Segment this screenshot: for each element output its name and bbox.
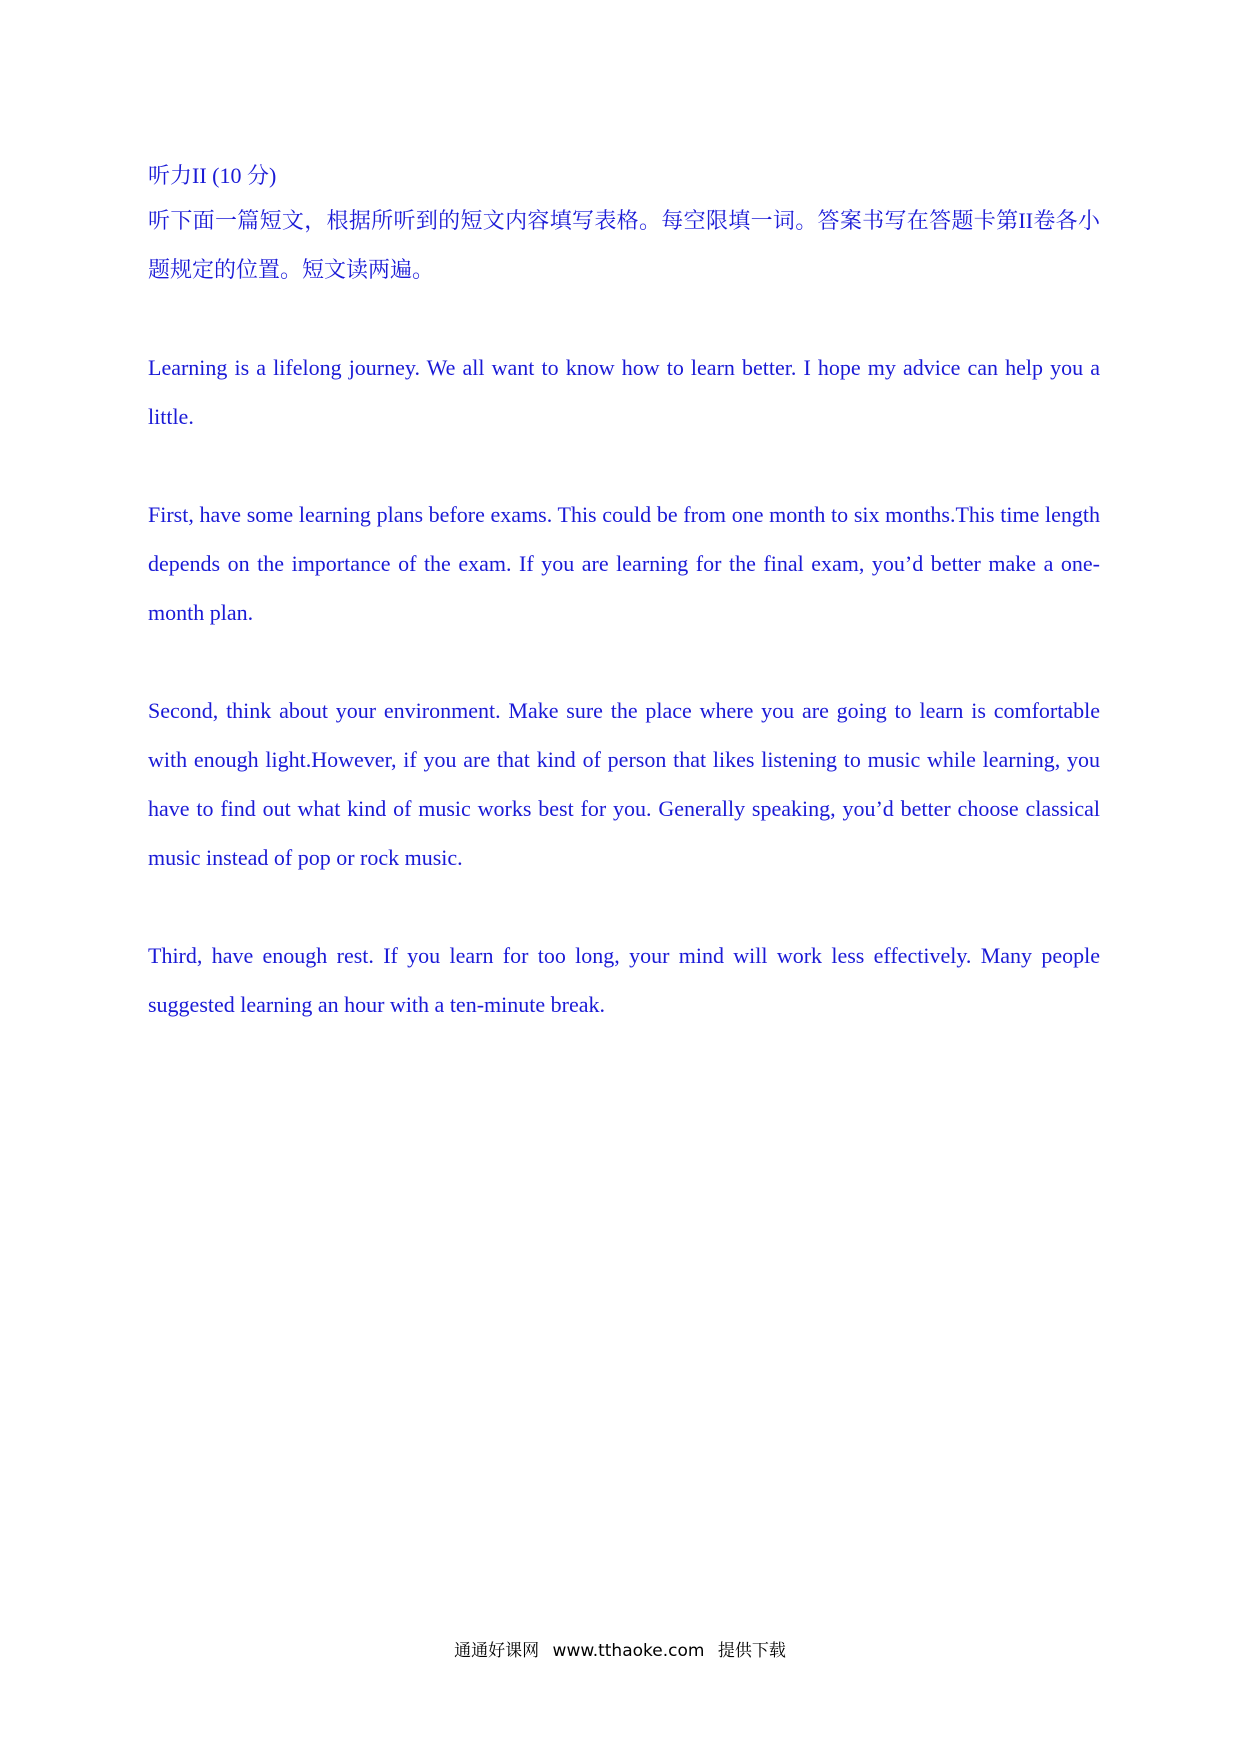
passage-paragraph-3: Second, think about your environment. Make sure the place where you are going to learn is comfortable with enough light.However, if you are that kind of person that likes listening to music while learning, you have to find out what kind of music works best for you. Generally speaking, you’d better choose classical music instead of pop or rock music. — [148, 698, 1100, 870]
footer-url: www.tthaoke.com — [552, 1641, 705, 1661]
passage-paragraph-4: Third, have enough rest. If you learn for too long, your mind will work less effectively. Many people suggested learning an hour with a ten-minute break. — [148, 943, 1100, 1017]
page-footer — [0, 1636, 1240, 1661]
passage-paragraph-2: First, have some learning plans before exams. This could be from one month to six months.This time length depends on the importance of the exam. If you are learning for the final exam, you’d better make a one-month plan. — [148, 502, 1100, 625]
footer-suffix: 提供下载 — [717, 1641, 786, 1661]
section-title: 听力II (10 分) — [148, 163, 277, 188]
passage — [148, 343, 1100, 1029]
content-area — [148, 156, 1100, 1029]
passage-paragraph-1: Learning is a lifelong journey. We all want to know how to learn better. I hope my advice can help you a little. — [148, 355, 1100, 429]
footer-site-name: 通通好课网 — [454, 1641, 540, 1661]
instructions-text: 听下面一篇短文，根据所听到的短文内容填写表格。每空限填一词。答案书写在答题卡第II卷各小题规定的位置。短文读两遍。 — [148, 208, 1100, 282]
